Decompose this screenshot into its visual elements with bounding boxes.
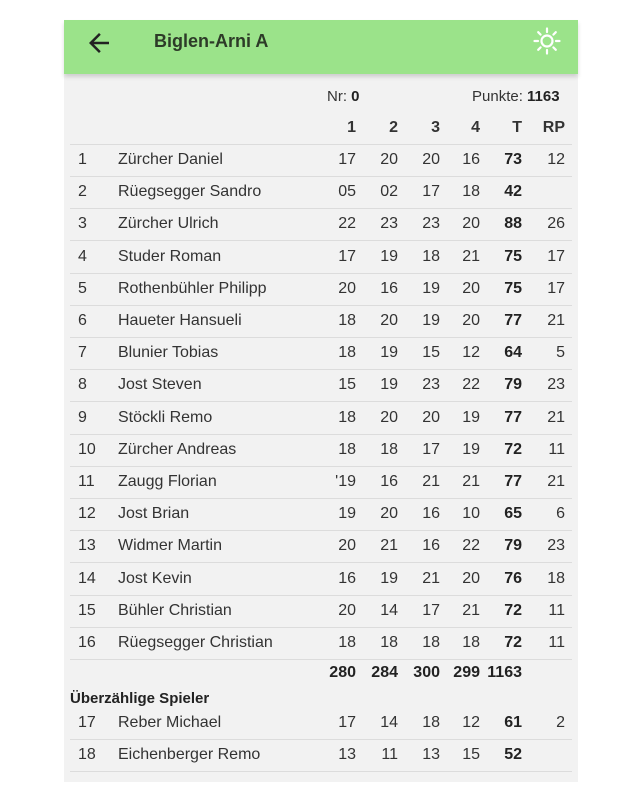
score-rp: 23 — [547, 376, 565, 394]
player-rank: 1 — [78, 151, 87, 168]
table-row[interactable] — [70, 739, 572, 772]
score-round-1: '19 — [335, 473, 356, 490]
player-rank: 9 — [78, 408, 87, 426]
score-round-3: 13 — [422, 746, 440, 763]
score-round-3: 23 — [422, 215, 440, 233]
team-number-label: Nr: — [327, 88, 347, 105]
player-rank: 5 — [78, 279, 87, 297]
player-name: Jost Steven — [118, 376, 202, 394]
team-points-label: Punkte: — [472, 88, 523, 105]
player-name: Bühler Christian — [118, 601, 232, 619]
score-round-3: 17 — [422, 183, 440, 201]
team-number-value: 0 — [351, 88, 360, 105]
score-round-3: 18 — [422, 714, 440, 731]
table-row[interactable] — [70, 466, 572, 499]
player-rank: 3 — [78, 215, 87, 233]
totals-row — [70, 657, 572, 689]
total-round-4: 299 — [453, 664, 480, 681]
score-rp: 23 — [547, 537, 565, 555]
score-rp: 6 — [556, 505, 565, 523]
player-name: Widmer Martin — [118, 537, 223, 555]
score-round-2: 18 — [380, 440, 398, 458]
score-round-3: 15 — [422, 344, 440, 362]
column-header-1: 1 — [347, 119, 356, 136]
score-round-1: 15 — [338, 376, 356, 394]
player-rank: 16 — [78, 634, 96, 651]
score-total: 73 — [504, 151, 522, 168]
score-rp: 12 — [547, 151, 565, 168]
score-round-4: 18 — [462, 183, 480, 201]
score-round-1: 17 — [338, 714, 356, 731]
sun-icon — [532, 26, 562, 56]
score-round-4: 20 — [462, 312, 480, 329]
table-row[interactable] — [70, 434, 572, 467]
column-header-total: T — [512, 119, 522, 136]
score-total: 88 — [504, 215, 522, 233]
score-total: 72 — [504, 440, 522, 458]
score-rp: 17 — [547, 247, 565, 265]
score-round-4: 20 — [462, 215, 480, 233]
score-round-1: 20 — [338, 279, 356, 297]
score-round-1: 05 — [338, 183, 356, 201]
player-name: Stöckli Remo — [118, 408, 213, 426]
score-round-4: 12 — [462, 714, 480, 731]
player-name: Rüegsegger Christian — [118, 634, 273, 651]
score-round-2: 23 — [380, 215, 398, 233]
score-round-2: 19 — [380, 344, 398, 362]
column-header-rp: RP — [542, 119, 565, 136]
table-row[interactable] — [70, 402, 572, 435]
player-name: Reber Michael — [118, 714, 222, 731]
player-name: Jost Brian — [118, 505, 190, 523]
score-round-2: 19 — [380, 376, 398, 394]
score-total: 76 — [504, 569, 522, 587]
score-round-4: 21 — [462, 247, 480, 265]
score-total: 75 — [504, 279, 522, 297]
score-total: 52 — [504, 746, 522, 763]
player-name: Studer Roman — [118, 247, 222, 265]
score-rp: 21 — [547, 473, 565, 490]
score-round-3: 23 — [422, 376, 440, 394]
player-name: Rothenbühler Philipp — [118, 279, 267, 297]
top-app-bar — [64, 20, 578, 74]
score-round-2: 14 — [380, 714, 398, 731]
player-rank: 11 — [78, 473, 95, 490]
score-round-1: 16 — [338, 569, 356, 587]
score-round-3: 20 — [422, 408, 440, 426]
score-total: 42 — [504, 183, 522, 201]
score-round-4: 20 — [462, 569, 480, 587]
score-round-2: 19 — [380, 247, 398, 265]
table-row[interactable] — [70, 337, 572, 370]
score-round-4: 22 — [462, 376, 480, 394]
table-row[interactable] — [70, 305, 572, 338]
player-rank: 15 — [78, 601, 96, 619]
score-rp: 11 — [548, 601, 565, 619]
score-round-3: 17 — [422, 601, 440, 619]
score-round-1: 20 — [338, 601, 356, 619]
score-round-3: 19 — [422, 279, 440, 297]
score-round-1: 18 — [338, 634, 356, 651]
total-round-2: 284 — [371, 664, 398, 681]
score-total: 77 — [504, 473, 522, 490]
player-rank: 8 — [78, 376, 87, 394]
player-name: Jost Kevin — [118, 569, 192, 587]
score-round-2: 18 — [380, 634, 398, 651]
score-rp: 2 — [556, 714, 565, 731]
score-round-1: 18 — [338, 408, 356, 426]
table-row[interactable] — [70, 498, 572, 531]
score-rp: 21 — [547, 312, 565, 329]
table-row[interactable] — [70, 627, 572, 660]
team-points-value: 1163 — [527, 88, 560, 105]
score-round-1: 17 — [338, 151, 356, 168]
score-round-2: 20 — [380, 408, 398, 426]
player-name: Rüegsegger Sandro — [118, 183, 262, 201]
table-header-row — [70, 112, 572, 145]
score-round-3: 18 — [422, 247, 440, 265]
score-total: 72 — [504, 601, 522, 619]
score-round-2: 11 — [381, 746, 398, 763]
theme-toggle-button[interactable] — [532, 26, 562, 56]
player-rank: 14 — [78, 569, 96, 587]
score-round-3: 19 — [422, 312, 440, 329]
score-round-2: 14 — [380, 601, 398, 619]
score-round-1: 18 — [338, 312, 356, 329]
player-rank: 7 — [78, 344, 87, 362]
score-round-3: 16 — [422, 505, 440, 523]
score-round-4: 10 — [462, 505, 480, 523]
player-rank: 4 — [78, 247, 87, 265]
column-header-2: 2 — [389, 119, 398, 136]
player-rank: 2 — [78, 183, 87, 201]
player-name: Haueter Hansueli — [118, 312, 242, 329]
score-total: 64 — [504, 344, 522, 362]
score-total: 77 — [504, 312, 522, 329]
player-name: Zürcher Daniel — [118, 151, 223, 168]
table-row[interactable] — [70, 563, 572, 596]
score-round-4: 22 — [462, 537, 480, 555]
score-round-3: 21 — [422, 473, 440, 490]
table-row[interactable] — [70, 530, 572, 563]
player-rank: 17 — [78, 714, 96, 731]
score-round-4: 21 — [462, 473, 480, 490]
score-round-1: 18 — [338, 344, 356, 362]
table-row[interactable] — [70, 595, 572, 628]
player-rank: 18 — [78, 746, 96, 763]
score-round-2: 20 — [380, 312, 398, 329]
total-round-3: 300 — [413, 664, 440, 681]
player-rank: 6 — [78, 312, 87, 329]
score-round-4: 18 — [462, 634, 480, 651]
table-row[interactable] — [70, 176, 572, 209]
score-round-1: 17 — [338, 247, 356, 265]
score-total: 79 — [504, 376, 522, 394]
score-rp: 18 — [547, 569, 565, 587]
arrow-left-icon — [84, 28, 114, 58]
score-round-4: 19 — [462, 408, 480, 426]
player-rank: 10 — [78, 440, 96, 458]
score-round-1: 13 — [338, 746, 356, 763]
player-rank: 13 — [78, 537, 96, 555]
score-total: 75 — [504, 247, 522, 265]
score-round-1: 19 — [338, 505, 356, 523]
score-round-4: 16 — [462, 151, 480, 168]
page-title: Biglen-Arni A — [154, 31, 269, 51]
table-row[interactable] — [70, 144, 572, 177]
team-points — [472, 88, 560, 106]
column-header-3: 3 — [431, 119, 440, 136]
table-row[interactable] — [70, 273, 572, 306]
score-round-4: 15 — [462, 746, 480, 763]
score-rp: 5 — [556, 344, 565, 362]
player-name: Zaugg Florian — [118, 473, 217, 490]
score-round-3: 16 — [422, 537, 440, 555]
score-round-1: 18 — [338, 440, 356, 458]
score-round-4: 21 — [462, 601, 480, 619]
score-round-2: 21 — [380, 537, 398, 555]
back-button[interactable] — [84, 28, 114, 58]
player-rank: 12 — [78, 505, 96, 523]
score-round-3: 20 — [422, 151, 440, 168]
score-rp: 11 — [548, 440, 565, 458]
score-round-2: 20 — [380, 505, 398, 523]
total-round-1: 280 — [329, 664, 356, 681]
player-name: Eichenberger Remo — [118, 746, 261, 763]
score-round-2: 19 — [380, 569, 398, 587]
score-round-4: 19 — [462, 440, 480, 458]
score-round-2: 02 — [380, 183, 398, 201]
score-total: 77 — [504, 408, 522, 426]
table-row[interactable] — [70, 208, 572, 241]
column-header-4: 4 — [471, 119, 480, 136]
score-round-3: 21 — [422, 569, 440, 587]
score-round-3: 17 — [422, 440, 440, 458]
score-round-4: 20 — [462, 279, 480, 297]
score-rp: 17 — [547, 279, 565, 297]
score-total: 79 — [504, 537, 522, 555]
score-total: 65 — [504, 505, 522, 523]
score-total: 72 — [504, 634, 522, 651]
score-round-2: 16 — [380, 279, 398, 297]
score-round-2: 20 — [380, 151, 398, 168]
extra-players-heading: Überzählige Spieler — [70, 690, 210, 707]
total-sum: 1163 — [487, 664, 522, 681]
table-row[interactable] — [70, 707, 572, 740]
player-name: Zürcher Andreas — [118, 440, 237, 458]
score-rp: 26 — [547, 215, 565, 233]
team-number — [327, 88, 360, 106]
score-round-1: 20 — [338, 537, 356, 555]
player-name: Zürcher Ulrich — [118, 215, 219, 233]
score-rp: 11 — [548, 634, 565, 651]
score-total: 61 — [504, 714, 522, 731]
score-round-4: 12 — [462, 344, 480, 362]
score-round-1: 22 — [338, 215, 356, 233]
table-row[interactable] — [70, 241, 572, 274]
table-row[interactable] — [70, 369, 572, 402]
score-round-3: 18 — [422, 634, 440, 651]
player-name: Blunier Tobias — [118, 344, 219, 362]
score-round-2: 16 — [380, 473, 398, 490]
score-rp: 21 — [547, 408, 565, 426]
